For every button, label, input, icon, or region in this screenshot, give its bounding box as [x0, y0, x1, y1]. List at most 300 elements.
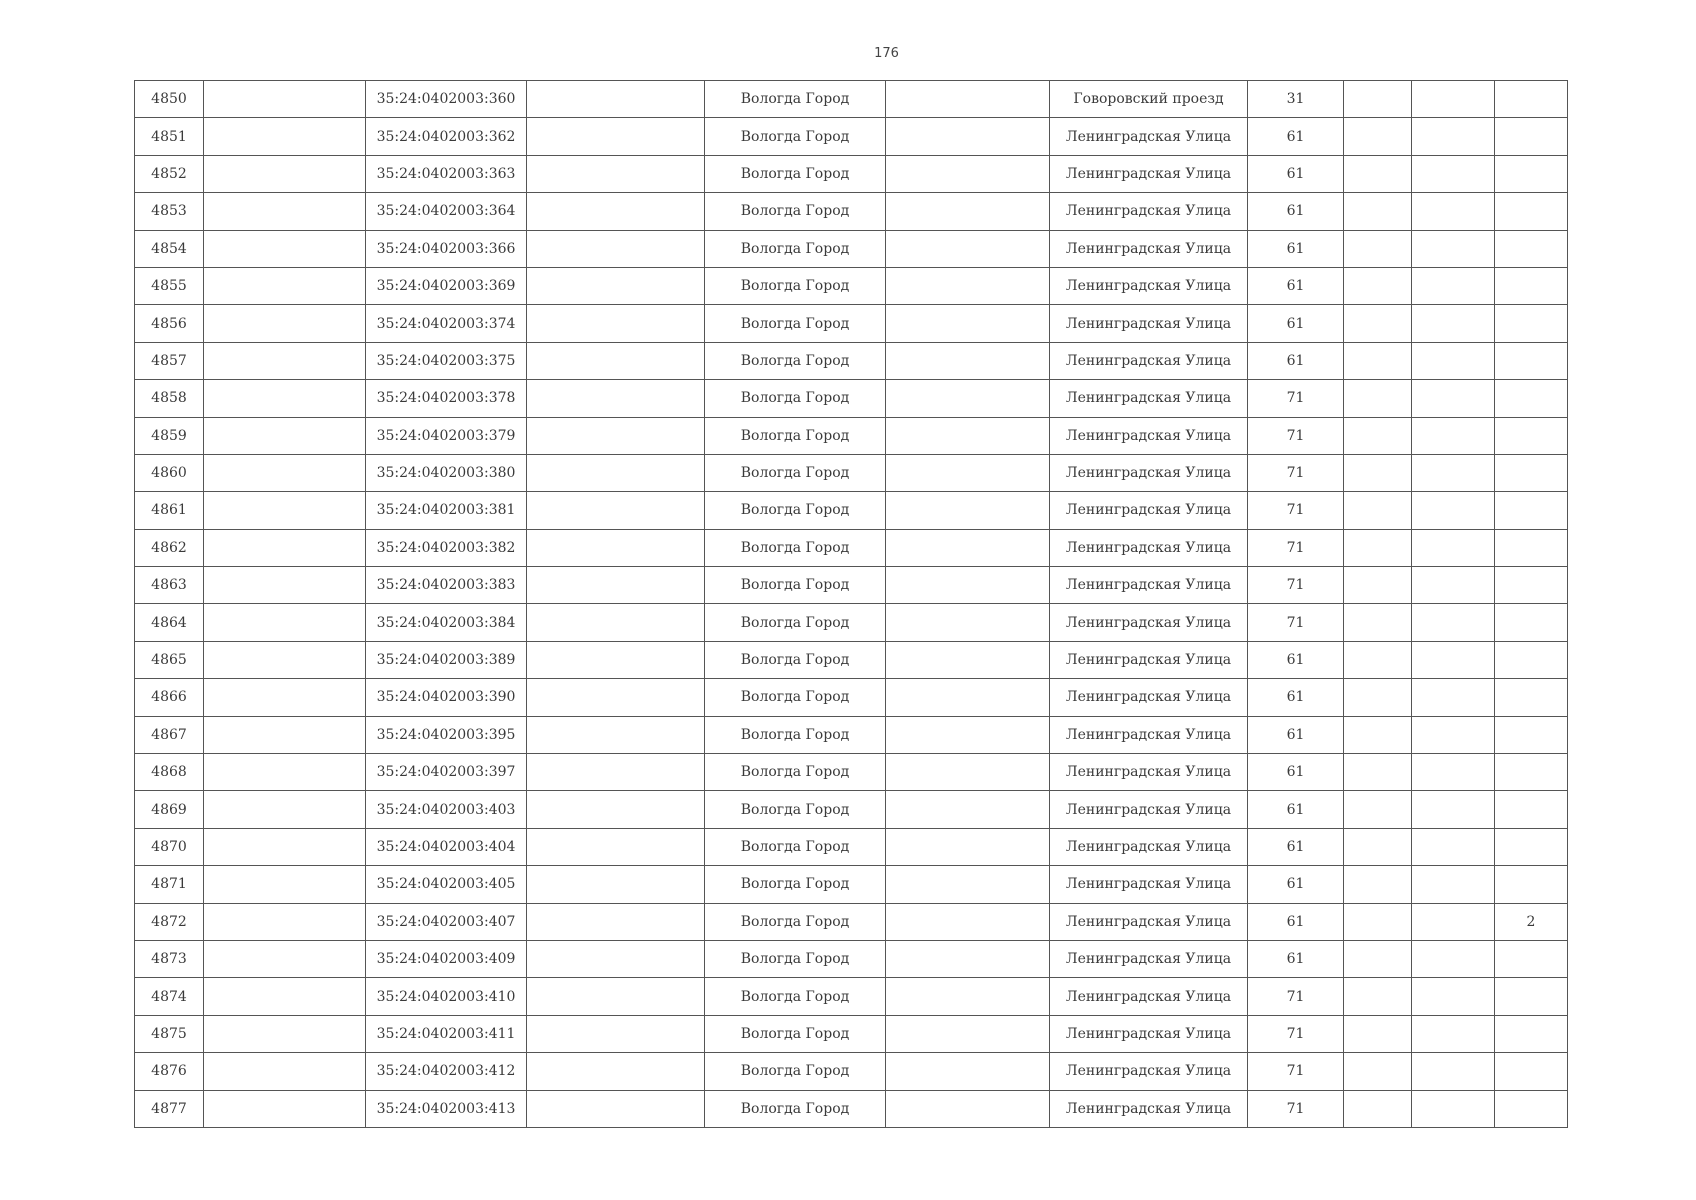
cadastral-number-cell: 35:24:0402003:410 — [366, 978, 527, 1015]
house-number-cell: 61 — [1248, 267, 1344, 304]
empty-cell — [1412, 828, 1495, 865]
empty-cell — [886, 679, 1050, 716]
empty-cell — [886, 828, 1050, 865]
row-number-cell: 4874 — [135, 978, 204, 1015]
empty-cell — [527, 230, 705, 267]
empty-cell — [886, 978, 1050, 1015]
empty-cell — [204, 604, 366, 641]
extra-value-cell: 2 — [1495, 903, 1568, 940]
empty-cell — [886, 567, 1050, 604]
empty-cell — [527, 492, 705, 529]
street-cell: Ленинградская Улица — [1050, 155, 1248, 192]
empty-cell — [1412, 978, 1495, 1015]
extra-value-cell — [1495, 305, 1568, 342]
house-number-cell: 71 — [1248, 1015, 1344, 1052]
locality-cell: Вологда Город — [705, 454, 886, 491]
cadastral-number-cell: 35:24:0402003:389 — [366, 641, 527, 678]
house-number-cell: 61 — [1248, 342, 1344, 379]
empty-cell — [527, 193, 705, 230]
house-number-cell: 71 — [1248, 417, 1344, 454]
extra-value-cell — [1495, 230, 1568, 267]
locality-cell: Вологда Город — [705, 267, 886, 304]
empty-cell — [1344, 155, 1412, 192]
house-number-cell: 61 — [1248, 641, 1344, 678]
registry-table-body — [135, 81, 1568, 1128]
house-number-cell: 71 — [1248, 529, 1344, 566]
empty-cell — [1344, 267, 1412, 304]
table-row — [135, 380, 1568, 417]
extra-value-cell — [1495, 604, 1568, 641]
row-number-cell: 4855 — [135, 267, 204, 304]
table-row — [135, 679, 1568, 716]
locality-cell: Вологда Город — [705, 679, 886, 716]
empty-cell — [527, 81, 705, 118]
empty-cell — [1344, 828, 1412, 865]
empty-cell — [886, 641, 1050, 678]
cadastral-number-cell: 35:24:0402003:375 — [366, 342, 527, 379]
street-cell: Ленинградская Улица — [1050, 940, 1248, 977]
empty-cell — [1412, 118, 1495, 155]
row-number-cell: 4853 — [135, 193, 204, 230]
empty-cell — [1344, 305, 1412, 342]
table-row — [135, 492, 1568, 529]
row-number-cell: 4862 — [135, 529, 204, 566]
row-number-cell: 4852 — [135, 155, 204, 192]
row-number-cell: 4857 — [135, 342, 204, 379]
house-number-cell: 71 — [1248, 492, 1344, 529]
row-number-cell: 4872 — [135, 903, 204, 940]
empty-cell — [1344, 866, 1412, 903]
street-cell: Ленинградская Улица — [1050, 118, 1248, 155]
registry-table — [134, 80, 1568, 1128]
cadastral-number-cell: 35:24:0402003:413 — [366, 1090, 527, 1127]
cadastral-number-cell: 35:24:0402003:374 — [366, 305, 527, 342]
empty-cell — [1344, 230, 1412, 267]
street-cell: Ленинградская Улица — [1050, 342, 1248, 379]
empty-cell — [1412, 529, 1495, 566]
empty-cell — [204, 454, 366, 491]
empty-cell — [204, 641, 366, 678]
extra-value-cell — [1495, 155, 1568, 192]
row-number-cell: 4864 — [135, 604, 204, 641]
empty-cell — [886, 754, 1050, 791]
empty-cell — [886, 1015, 1050, 1052]
empty-cell — [1412, 81, 1495, 118]
row-number-cell: 4861 — [135, 492, 204, 529]
row-number-cell: 4875 — [135, 1015, 204, 1052]
empty-cell — [527, 118, 705, 155]
empty-cell — [204, 866, 366, 903]
street-cell: Ленинградская Улица — [1050, 1090, 1248, 1127]
empty-cell — [204, 828, 366, 865]
empty-cell — [886, 866, 1050, 903]
house-number-cell: 61 — [1248, 193, 1344, 230]
row-number-cell: 4863 — [135, 567, 204, 604]
street-cell: Ленинградская Улица — [1050, 454, 1248, 491]
table-row — [135, 230, 1568, 267]
cadastral-number-cell: 35:24:0402003:364 — [366, 193, 527, 230]
empty-cell — [886, 604, 1050, 641]
extra-value-cell — [1495, 1090, 1568, 1127]
extra-value-cell — [1495, 567, 1568, 604]
empty-cell — [886, 903, 1050, 940]
locality-cell: Вологда Город — [705, 1015, 886, 1052]
empty-cell — [1344, 529, 1412, 566]
locality-cell: Вологда Город — [705, 866, 886, 903]
locality-cell: Вологда Город — [705, 716, 886, 753]
extra-value-cell — [1495, 679, 1568, 716]
empty-cell — [527, 155, 705, 192]
empty-cell — [527, 903, 705, 940]
street-cell: Ленинградская Улица — [1050, 492, 1248, 529]
empty-cell — [1344, 754, 1412, 791]
street-cell: Ленинградская Улица — [1050, 903, 1248, 940]
cadastral-number-cell: 35:24:0402003:397 — [366, 754, 527, 791]
street-cell: Ленинградская Улица — [1050, 828, 1248, 865]
empty-cell — [527, 267, 705, 304]
empty-cell — [204, 305, 366, 342]
cadastral-number-cell: 35:24:0402003:409 — [366, 940, 527, 977]
street-cell: Ленинградская Улица — [1050, 604, 1248, 641]
table-row — [135, 978, 1568, 1015]
empty-cell — [1412, 305, 1495, 342]
empty-cell — [204, 1090, 366, 1127]
empty-cell — [1412, 791, 1495, 828]
empty-cell — [1344, 791, 1412, 828]
house-number-cell: 61 — [1248, 866, 1344, 903]
empty-cell — [1412, 716, 1495, 753]
extra-value-cell — [1495, 978, 1568, 1015]
street-cell: Ленинградская Улица — [1050, 417, 1248, 454]
street-cell: Ленинградская Улица — [1050, 866, 1248, 903]
empty-cell — [527, 716, 705, 753]
cadastral-number-cell: 35:24:0402003:382 — [366, 529, 527, 566]
house-number-cell: 71 — [1248, 567, 1344, 604]
locality-cell: Вологда Город — [705, 754, 886, 791]
extra-value-cell — [1495, 828, 1568, 865]
locality-cell: Вологда Город — [705, 828, 886, 865]
empty-cell — [527, 754, 705, 791]
table-row — [135, 454, 1568, 491]
empty-cell — [204, 903, 366, 940]
empty-cell — [1344, 903, 1412, 940]
empty-cell — [886, 342, 1050, 379]
locality-cell: Вологда Город — [705, 118, 886, 155]
empty-cell — [527, 454, 705, 491]
empty-cell — [1344, 567, 1412, 604]
street-cell: Ленинградская Улица — [1050, 791, 1248, 828]
empty-cell — [204, 940, 366, 977]
empty-cell — [886, 230, 1050, 267]
empty-cell — [204, 529, 366, 566]
table-row — [135, 1015, 1568, 1052]
house-number-cell: 61 — [1248, 754, 1344, 791]
table-row — [135, 791, 1568, 828]
empty-cell — [527, 828, 705, 865]
extra-value-cell — [1495, 754, 1568, 791]
locality-cell: Вологда Город — [705, 940, 886, 977]
empty-cell — [1344, 118, 1412, 155]
extra-value-cell — [1495, 342, 1568, 379]
row-number-cell: 4867 — [135, 716, 204, 753]
empty-cell — [527, 978, 705, 1015]
empty-cell — [204, 81, 366, 118]
street-cell: Ленинградская Улица — [1050, 305, 1248, 342]
table-row — [135, 828, 1568, 865]
cadastral-number-cell: 35:24:0402003:411 — [366, 1015, 527, 1052]
house-number-cell: 61 — [1248, 716, 1344, 753]
cadastral-number-cell: 35:24:0402003:362 — [366, 118, 527, 155]
empty-cell — [204, 1053, 366, 1090]
empty-cell — [204, 978, 366, 1015]
street-cell: Ленинградская Улица — [1050, 754, 1248, 791]
empty-cell — [527, 604, 705, 641]
street-cell: Ленинградская Улица — [1050, 380, 1248, 417]
empty-cell — [1412, 380, 1495, 417]
empty-cell — [1412, 454, 1495, 491]
empty-cell — [204, 791, 366, 828]
extra-value-cell — [1495, 454, 1568, 491]
empty-cell — [1344, 1015, 1412, 1052]
locality-cell: Вологда Город — [705, 380, 886, 417]
empty-cell — [1412, 1090, 1495, 1127]
empty-cell — [1412, 417, 1495, 454]
locality-cell: Вологда Город — [705, 529, 886, 566]
extra-value-cell — [1495, 380, 1568, 417]
cadastral-number-cell: 35:24:0402003:395 — [366, 716, 527, 753]
empty-cell — [1412, 903, 1495, 940]
empty-cell — [527, 791, 705, 828]
locality-cell: Вологда Город — [705, 492, 886, 529]
locality-cell: Вологда Город — [705, 305, 886, 342]
empty-cell — [527, 567, 705, 604]
row-number-cell: 4871 — [135, 866, 204, 903]
house-number-cell: 61 — [1248, 155, 1344, 192]
house-number-cell: 71 — [1248, 978, 1344, 1015]
empty-cell — [1412, 342, 1495, 379]
table-row — [135, 903, 1568, 940]
empty-cell — [527, 342, 705, 379]
table-row — [135, 305, 1568, 342]
empty-cell — [527, 866, 705, 903]
empty-cell — [204, 155, 366, 192]
house-number-cell: 71 — [1248, 1090, 1344, 1127]
empty-cell — [204, 567, 366, 604]
extra-value-cell — [1495, 118, 1568, 155]
empty-cell — [204, 118, 366, 155]
extra-value-cell — [1495, 1015, 1568, 1052]
empty-cell — [886, 492, 1050, 529]
table-row — [135, 754, 1568, 791]
empty-cell — [1412, 641, 1495, 678]
row-number-cell: 4859 — [135, 417, 204, 454]
empty-cell — [1344, 193, 1412, 230]
row-number-cell: 4877 — [135, 1090, 204, 1127]
row-number-cell: 4868 — [135, 754, 204, 791]
cadastral-number-cell: 35:24:0402003:366 — [366, 230, 527, 267]
cadastral-number-cell: 35:24:0402003:383 — [366, 567, 527, 604]
empty-cell — [204, 193, 366, 230]
empty-cell — [527, 641, 705, 678]
empty-cell — [1344, 716, 1412, 753]
table-row — [135, 940, 1568, 977]
locality-cell: Вологда Город — [705, 641, 886, 678]
table-row — [135, 604, 1568, 641]
row-number-cell: 4851 — [135, 118, 204, 155]
empty-cell — [204, 754, 366, 791]
page-number: 176 — [874, 46, 899, 61]
empty-cell — [204, 492, 366, 529]
empty-cell — [1412, 492, 1495, 529]
empty-cell — [1412, 567, 1495, 604]
empty-cell — [886, 267, 1050, 304]
empty-cell — [886, 417, 1050, 454]
table-row — [135, 155, 1568, 192]
extra-value-cell — [1495, 940, 1568, 977]
table-row — [135, 118, 1568, 155]
house-number-cell: 31 — [1248, 81, 1344, 118]
empty-cell — [1412, 267, 1495, 304]
table-row — [135, 866, 1568, 903]
empty-cell — [886, 529, 1050, 566]
empty-cell — [204, 230, 366, 267]
cadastral-number-cell: 35:24:0402003:378 — [366, 380, 527, 417]
row-number-cell: 4876 — [135, 1053, 204, 1090]
empty-cell — [527, 529, 705, 566]
row-number-cell: 4865 — [135, 641, 204, 678]
empty-cell — [1344, 81, 1412, 118]
empty-cell — [527, 417, 705, 454]
street-cell: Ленинградская Улица — [1050, 230, 1248, 267]
house-number-cell: 61 — [1248, 679, 1344, 716]
locality-cell: Вологда Город — [705, 604, 886, 641]
empty-cell — [886, 118, 1050, 155]
table-row — [135, 641, 1568, 678]
empty-cell — [204, 716, 366, 753]
cadastral-number-cell: 35:24:0402003:381 — [366, 492, 527, 529]
street-cell: Ленинградская Улица — [1050, 193, 1248, 230]
cadastral-number-cell: 35:24:0402003:403 — [366, 791, 527, 828]
empty-cell — [527, 1090, 705, 1127]
table-row — [135, 1090, 1568, 1127]
empty-cell — [1344, 342, 1412, 379]
empty-cell — [204, 417, 366, 454]
empty-cell — [1344, 604, 1412, 641]
empty-cell — [1412, 193, 1495, 230]
house-number-cell: 71 — [1248, 380, 1344, 417]
street-cell: Ленинградская Улица — [1050, 978, 1248, 1015]
house-number-cell: 61 — [1248, 305, 1344, 342]
empty-cell — [527, 1053, 705, 1090]
row-number-cell: 4873 — [135, 940, 204, 977]
locality-cell: Вологда Город — [705, 230, 886, 267]
house-number-cell: 61 — [1248, 940, 1344, 977]
cadastral-number-cell: 35:24:0402003:390 — [366, 679, 527, 716]
table-row — [135, 567, 1568, 604]
cadastral-number-cell: 35:24:0402003:405 — [366, 866, 527, 903]
empty-cell — [1412, 866, 1495, 903]
empty-cell — [1344, 641, 1412, 678]
house-number-cell: 71 — [1248, 1053, 1344, 1090]
house-number-cell: 71 — [1248, 454, 1344, 491]
cadastral-number-cell: 35:24:0402003:407 — [366, 903, 527, 940]
empty-cell — [886, 1053, 1050, 1090]
empty-cell — [1344, 417, 1412, 454]
cadastral-number-cell: 35:24:0402003:412 — [366, 1053, 527, 1090]
empty-cell — [1344, 454, 1412, 491]
house-number-cell: 61 — [1248, 118, 1344, 155]
street-cell: Ленинградская Улица — [1050, 267, 1248, 304]
street-cell: Ленинградская Улица — [1050, 567, 1248, 604]
row-number-cell: 4850 — [135, 81, 204, 118]
empty-cell — [1344, 940, 1412, 977]
empty-cell — [886, 716, 1050, 753]
street-cell: Ленинградская Улица — [1050, 641, 1248, 678]
extra-value-cell — [1495, 1053, 1568, 1090]
locality-cell: Вологда Город — [705, 193, 886, 230]
empty-cell — [1412, 230, 1495, 267]
row-number-cell: 4869 — [135, 791, 204, 828]
cadastral-number-cell: 35:24:0402003:360 — [366, 81, 527, 118]
empty-cell — [886, 454, 1050, 491]
empty-cell — [1412, 604, 1495, 641]
cadastral-number-cell: 35:24:0402003:380 — [366, 454, 527, 491]
empty-cell — [1412, 679, 1495, 716]
street-cell: Ленинградская Улица — [1050, 679, 1248, 716]
table-row — [135, 267, 1568, 304]
extra-value-cell — [1495, 866, 1568, 903]
empty-cell — [886, 81, 1050, 118]
empty-cell — [1344, 492, 1412, 529]
empty-cell — [1412, 1053, 1495, 1090]
locality-cell: Вологда Город — [705, 342, 886, 379]
extra-value-cell — [1495, 193, 1568, 230]
empty-cell — [1412, 1015, 1495, 1052]
empty-cell — [1412, 940, 1495, 977]
table-row — [135, 529, 1568, 566]
empty-cell — [886, 305, 1050, 342]
empty-cell — [204, 1015, 366, 1052]
empty-cell — [886, 791, 1050, 828]
row-number-cell: 4856 — [135, 305, 204, 342]
empty-cell — [1344, 1090, 1412, 1127]
house-number-cell: 61 — [1248, 791, 1344, 828]
table-row — [135, 342, 1568, 379]
row-number-cell: 4854 — [135, 230, 204, 267]
table-row — [135, 417, 1568, 454]
table-row — [135, 1053, 1568, 1090]
table-row — [135, 716, 1568, 753]
cadastral-number-cell: 35:24:0402003:404 — [366, 828, 527, 865]
extra-value-cell — [1495, 716, 1568, 753]
row-number-cell: 4860 — [135, 454, 204, 491]
empty-cell — [527, 940, 705, 977]
locality-cell: Вологда Город — [705, 567, 886, 604]
extra-value-cell — [1495, 529, 1568, 566]
empty-cell — [204, 679, 366, 716]
street-cell: Ленинградская Улица — [1050, 1053, 1248, 1090]
empty-cell — [1412, 155, 1495, 192]
locality-cell: Вологда Город — [705, 791, 886, 828]
empty-cell — [527, 1015, 705, 1052]
house-number-cell: 71 — [1248, 604, 1344, 641]
locality-cell: Вологда Город — [705, 978, 886, 1015]
cadastral-number-cell: 35:24:0402003:369 — [366, 267, 527, 304]
empty-cell — [1412, 754, 1495, 791]
empty-cell — [204, 267, 366, 304]
empty-cell — [204, 380, 366, 417]
extra-value-cell — [1495, 81, 1568, 118]
